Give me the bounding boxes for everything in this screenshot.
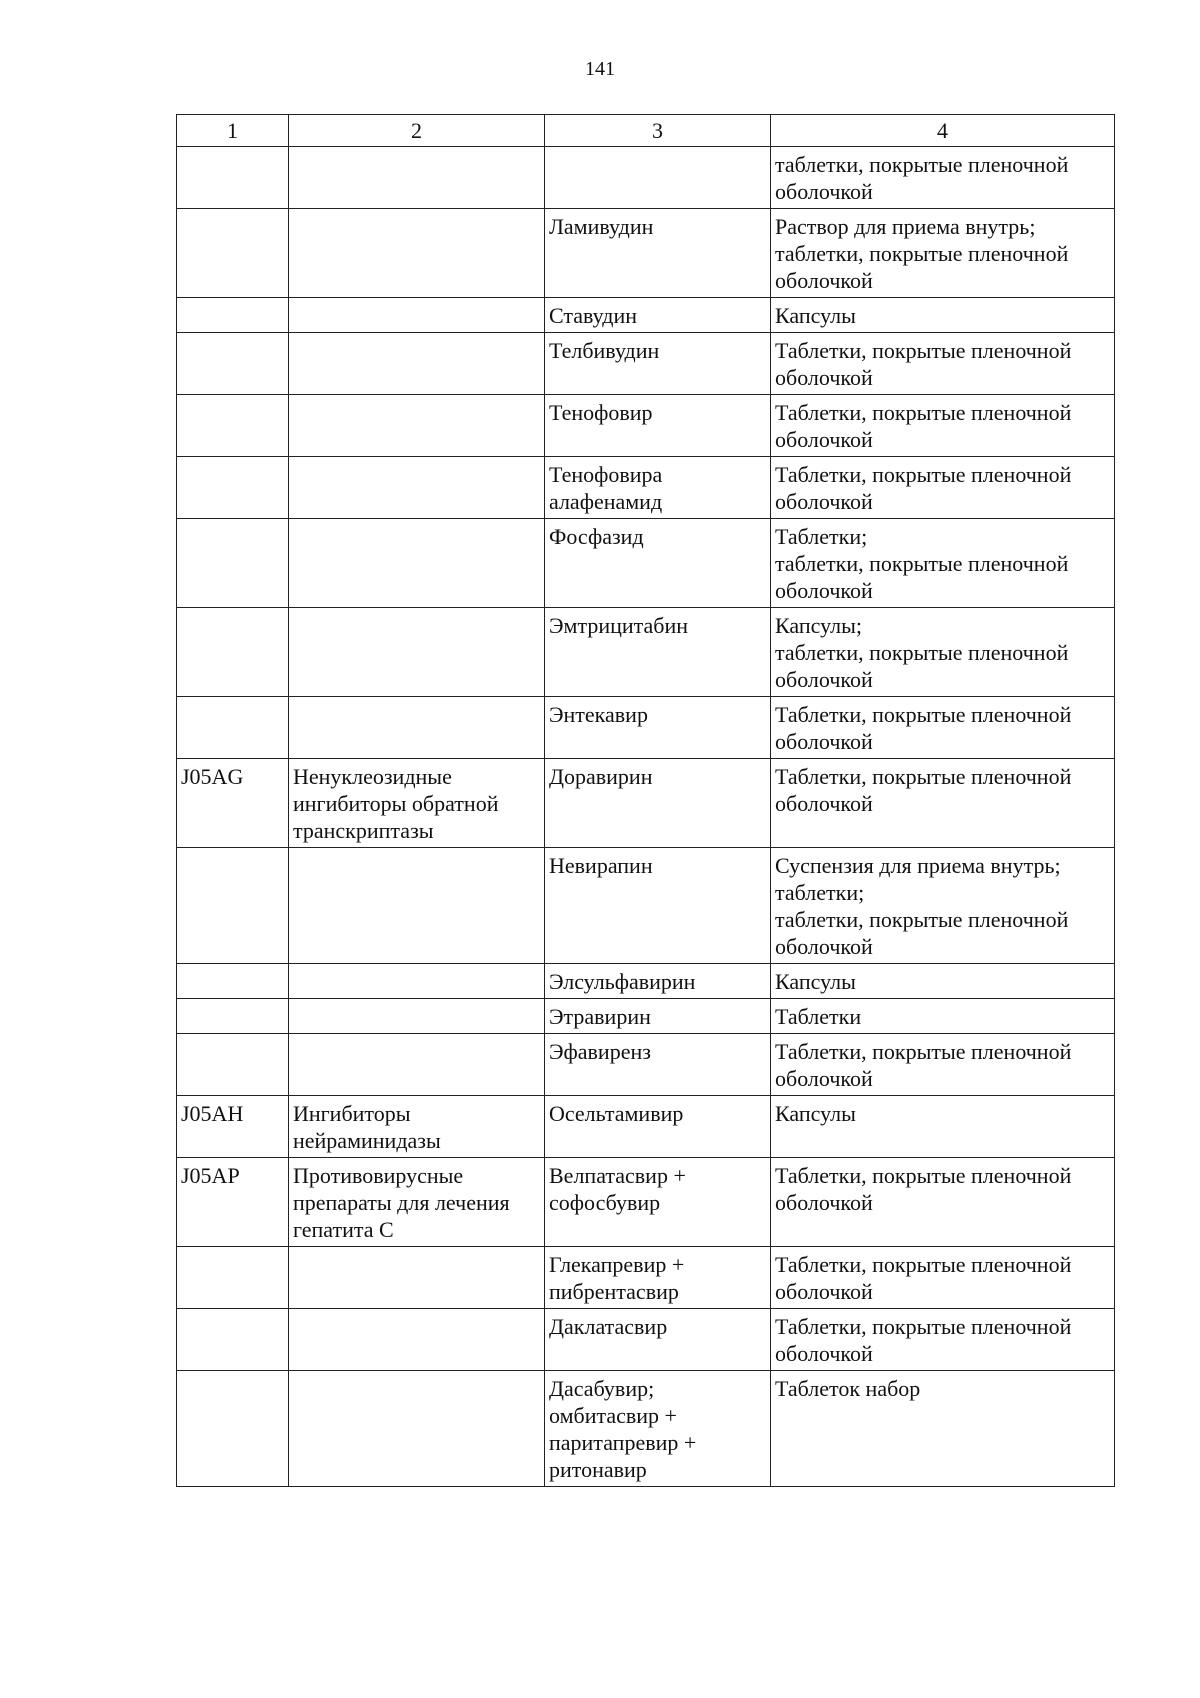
group-name-cell (289, 1309, 545, 1371)
group-name-cell (289, 1371, 545, 1487)
dosage-forms-cell (771, 1158, 1115, 1247)
group-name-cell (289, 1034, 545, 1096)
atc-code-cell (177, 333, 289, 395)
dosage-forms-cell (771, 209, 1115, 298)
dosage-form: Таблетки, покрытые пленочной оболочкой (775, 1163, 1072, 1215)
dosage-forms-cell (771, 457, 1115, 519)
drug-table (176, 114, 1115, 1487)
table-row (177, 1309, 1115, 1371)
dosage-form: Капсулы (775, 969, 856, 994)
table-row (177, 1096, 1115, 1158)
atc-code-cell (177, 457, 289, 519)
table-row (177, 395, 1115, 457)
dosage-form: Капсулы (775, 1101, 856, 1126)
dosage-form: Капсулы; (775, 613, 863, 638)
dosage-form: Таблеток набор (775, 1376, 921, 1401)
group-name-cell (289, 457, 545, 519)
drug-name-cell: Глекапревир + пибрентасвир (545, 1247, 771, 1309)
dosage-form: таблетки, покрытые пленочной оболочкой (775, 152, 1069, 204)
drug-name-cell: Тенофовир (545, 395, 771, 457)
table-row (177, 333, 1115, 395)
dosage-forms-cell (771, 1034, 1115, 1096)
atc-code-cell: J05AH (177, 1096, 289, 1158)
atc-code-cell (177, 209, 289, 298)
dosage-forms-cell (771, 999, 1115, 1034)
table-row (177, 1034, 1115, 1096)
table-row (177, 608, 1115, 697)
drug-name-cell: Велпатасвир + софосбувир (545, 1158, 771, 1247)
drug-name-cell: Телбивудин (545, 333, 771, 395)
dosage-form: таблетки, покрытые пленочной оболочкой (775, 241, 1069, 293)
table-row (177, 1371, 1115, 1487)
drug-name-cell: Тенофовира алафенамид (545, 457, 771, 519)
dosage-form: Капсулы (775, 303, 856, 328)
header-cell-4: 4 (771, 115, 1115, 147)
dosage-form: Таблетки, покрытые пленочной оболочкой (775, 400, 1072, 452)
dosage-form: Таблетки (775, 1004, 862, 1029)
group-name-cell (289, 697, 545, 759)
dosage-forms-cell (771, 1371, 1115, 1487)
dosage-form: таблетки, покрытые пленочной оболочкой (775, 907, 1069, 959)
table-row (177, 147, 1115, 209)
drug-name-cell: Элсульфавирин (545, 964, 771, 999)
header-cell-1: 1 (177, 115, 289, 147)
atc-code-cell (177, 848, 289, 964)
drug-name-cell: Эфавиренз (545, 1034, 771, 1096)
drug-name-cell: Фосфазид (545, 519, 771, 608)
group-name-cell (289, 298, 545, 333)
dosage-form: Таблетки; (775, 524, 868, 549)
atc-code-cell (177, 1034, 289, 1096)
group-name-cell (289, 848, 545, 964)
drug-name-cell: Этравирин (545, 999, 771, 1034)
dosage-form: таблетки, покрытые пленочной оболочкой (775, 640, 1069, 692)
atc-code-cell: J05AP (177, 1158, 289, 1247)
page-number: 141 (585, 58, 615, 80)
drug-name-cell: Эмтрицитабин (545, 608, 771, 697)
dosage-forms-cell (771, 298, 1115, 333)
atc-code-cell (177, 1309, 289, 1371)
table-row (177, 519, 1115, 608)
dosage-forms-cell (771, 1309, 1115, 1371)
drug-name-cell: Ламивудин (545, 209, 771, 298)
group-name-cell (289, 519, 545, 608)
table-row (177, 999, 1115, 1034)
group-name-cell (289, 395, 545, 457)
table-row (177, 1247, 1115, 1309)
atc-code-cell (177, 1371, 289, 1487)
dosage-form: Раствор для приема внутрь; (775, 214, 1036, 239)
table-row (177, 759, 1115, 848)
dosage-forms-cell (771, 608, 1115, 697)
group-name-cell (289, 999, 545, 1034)
table-row (177, 848, 1115, 964)
dosage-form: Таблетки, покрытые пленочной оболочкой (775, 764, 1072, 816)
group-name-cell: Ингибиторы нейраминидазы (289, 1096, 545, 1158)
dosage-form: Таблетки, покрытые пленочной оболочкой (775, 1252, 1072, 1304)
group-name-cell (289, 1247, 545, 1309)
drug-name-cell: Невирапин (545, 848, 771, 964)
dosage-form: Таблетки, покрытые пленочной оболочкой (775, 1039, 1072, 1091)
dosage-forms-cell (771, 697, 1115, 759)
dosage-form: Таблетки, покрытые пленочной оболочкой (775, 702, 1072, 754)
atc-code-cell (177, 298, 289, 333)
header-row (177, 115, 1115, 147)
table-row (177, 964, 1115, 999)
dosage-form: Таблетки, покрытые пленочной оболочкой (775, 462, 1072, 514)
table-row (177, 1158, 1115, 1247)
table-row (177, 209, 1115, 298)
dosage-form: Суспензия для приема внутрь; (775, 853, 1061, 878)
dosage-forms-cell (771, 1096, 1115, 1158)
drug-name-cell (545, 147, 771, 209)
group-name-cell (289, 964, 545, 999)
atc-code-cell: J05AG (177, 759, 289, 848)
table-body (177, 147, 1115, 1487)
atc-code-cell (177, 999, 289, 1034)
group-name-cell (289, 209, 545, 298)
dosage-forms-cell (771, 333, 1115, 395)
drug-name-cell: Доравирин (545, 759, 771, 848)
dosage-form: таблетки, покрытые пленочной оболочкой (775, 551, 1069, 603)
atc-code-cell (177, 147, 289, 209)
dosage-forms-cell (771, 848, 1115, 964)
atc-code-cell (177, 697, 289, 759)
dosage-forms-cell (771, 1247, 1115, 1309)
group-name-cell (289, 147, 545, 209)
drug-name-cell: Дасабувир; омбитасвир + паритапревир + ритонавир (545, 1371, 771, 1487)
table-row (177, 457, 1115, 519)
dosage-forms-cell (771, 395, 1115, 457)
group-name-cell (289, 333, 545, 395)
dosage-form: Таблетки, покрытые пленочной оболочкой (775, 338, 1072, 390)
dosage-forms-cell (771, 759, 1115, 848)
dosage-forms-cell (771, 147, 1115, 209)
drug-name-cell: Энтекавир (545, 697, 771, 759)
group-name-cell: Ненуклеозидные ингибиторы обратной транскриптазы (289, 759, 545, 848)
atc-code-cell (177, 1247, 289, 1309)
dosage-form: Таблетки, покрытые пленочной оболочкой (775, 1314, 1072, 1366)
group-name-cell: Противовирусные препараты для лечения гепатита С (289, 1158, 545, 1247)
atc-code-cell (177, 964, 289, 999)
atc-code-cell (177, 519, 289, 608)
table-row (177, 298, 1115, 333)
table-row (177, 697, 1115, 759)
atc-code-cell (177, 608, 289, 697)
dosage-forms-cell (771, 964, 1115, 999)
drug-name-cell: Даклатасвир (545, 1309, 771, 1371)
drug-name-cell: Ставудин (545, 298, 771, 333)
header-cell-2: 2 (289, 115, 545, 147)
group-name-cell (289, 608, 545, 697)
dosage-form: таблетки; (775, 880, 865, 905)
dosage-forms-cell (771, 519, 1115, 608)
header-cell-3: 3 (545, 115, 771, 147)
atc-code-cell (177, 395, 289, 457)
drug-name-cell: Осельтамивир (545, 1096, 771, 1158)
